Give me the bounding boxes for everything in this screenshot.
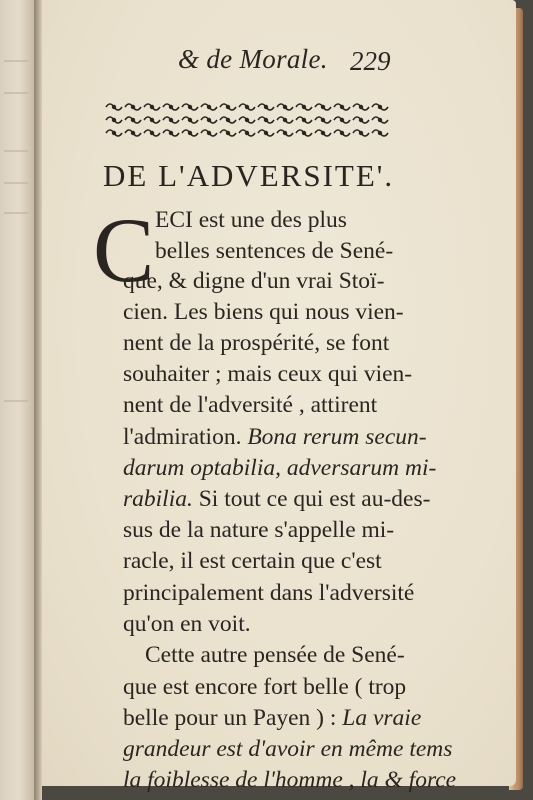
chapter-title: DE L'ADVERSITE'. bbox=[103, 158, 395, 193]
text-line bbox=[123, 546, 382, 576]
text-line bbox=[123, 765, 456, 795]
latin-quote: La vraie bbox=[342, 705, 422, 731]
text-run: que est encore fort belle ( trop bbox=[123, 674, 407, 700]
text-run: nent de l'adversité , attirent bbox=[123, 392, 378, 418]
text-line bbox=[123, 328, 389, 358]
text-line bbox=[123, 609, 251, 639]
text-run: Si tout ce qui est au-des- bbox=[192, 486, 431, 512]
text-run: belles sentences de Sené- bbox=[155, 238, 394, 264]
book-gutter bbox=[34, 0, 42, 800]
latin-quote: Bona rerum secun- bbox=[247, 424, 427, 450]
running-head: & de Morale. bbox=[178, 44, 328, 74]
facing-page-edge bbox=[0, 0, 34, 800]
printers-ornament-band bbox=[100, 97, 390, 137]
text-run: nent de la prospérité, se font bbox=[123, 330, 390, 356]
text-run: qu'on en voit. bbox=[123, 611, 251, 637]
text-line bbox=[123, 297, 404, 327]
text-run: l'admiration. bbox=[123, 424, 248, 450]
text-run: Cette autre pensée de Sené- bbox=[145, 642, 405, 668]
latin-quote: la foiblesse de l'homme , la & force bbox=[123, 767, 457, 793]
text-line bbox=[123, 734, 452, 764]
text-run: racle, il est certain que c'est bbox=[123, 548, 382, 574]
text-run: sus de la nature s'appelle mi- bbox=[123, 517, 395, 543]
text-run: belle pour un Payen ) : bbox=[123, 705, 343, 731]
text-run: ECI est une des plus bbox=[155, 207, 347, 233]
text-line bbox=[123, 484, 430, 514]
text-run: principalement dans l'adversité bbox=[123, 580, 415, 606]
text-line bbox=[123, 453, 436, 483]
text-line bbox=[123, 266, 384, 296]
text-line bbox=[123, 703, 421, 733]
text-line bbox=[155, 205, 347, 235]
text-run: souhaiter ; mais ceux qui vien- bbox=[123, 361, 413, 387]
text-line bbox=[123, 515, 394, 545]
text-line bbox=[123, 390, 377, 420]
text-line bbox=[123, 422, 427, 452]
page-number: 229 bbox=[350, 46, 391, 76]
latin-quote: darum optabilia, adversarum mi- bbox=[123, 455, 437, 481]
text-line bbox=[123, 359, 412, 389]
text-line bbox=[123, 672, 406, 702]
text-line bbox=[155, 236, 393, 266]
drop-cap: C bbox=[93, 199, 155, 301]
text-line bbox=[145, 640, 405, 670]
latin-quote: grandeur est d'avoir en même tems bbox=[123, 736, 453, 762]
text-run: cien. Les biens qui nous vien- bbox=[123, 299, 404, 325]
text-line bbox=[123, 578, 414, 608]
latin-quote: rabilia. bbox=[123, 486, 193, 512]
text-run: que, & digne d'un vrai Stoï- bbox=[123, 268, 385, 294]
